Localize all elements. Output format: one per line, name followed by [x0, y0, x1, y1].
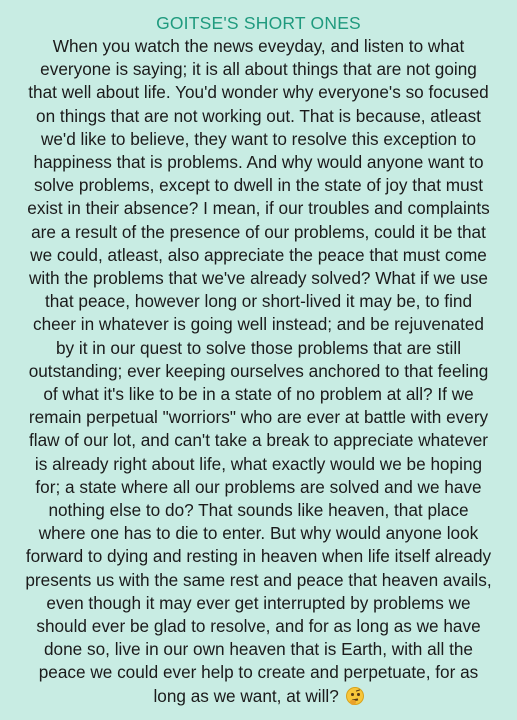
text-line-last [14, 685, 503, 708]
text-line: that well about life. You'd wonder why everyone's so focused [28, 82, 489, 103]
text-line: are a result of the presence of our problems, could it be that [31, 221, 486, 242]
text-line: When you watch the news eveyday, and listen to what [52, 36, 465, 56]
post-title: GOITSE'S SHORT ONES [156, 13, 361, 33]
text-line: with the problems that we've already solved? What if we use [29, 268, 488, 289]
text-line: presents us with the same rest and peace that heaven avails, [25, 569, 492, 590]
text-line: for; a state where all our problems are solved and we have [35, 476, 482, 497]
text-line: happiness that is problems. And why would anyone want to [33, 152, 484, 173]
text-line: cheer in whatever is going well instead; and be rejuvenated [33, 314, 484, 335]
text-line: forward to dying and resting in heaven when life itself already [25, 546, 492, 567]
text-line: flaw of our lot, and can't take a break to appreciate whatever [28, 430, 489, 451]
text-line: everyone is saying; it is all about things that are not going [40, 59, 477, 80]
text-line: we could, atleast, also appreciate the peace that must come [30, 244, 487, 265]
text-line: of what it's like to be in a state of no problem at all? If we [43, 384, 474, 405]
text-line: is already right about life, what exactly would we be hoping [34, 453, 483, 474]
text-line: we'd like to believe, they want to resolve this exception to [40, 128, 477, 149]
text-line: where one has to die to enter. But why would anyone look [38, 523, 479, 544]
text-line: that peace, however long or short-lived it may be, to find [44, 291, 473, 312]
text-line: long as we want, at will? [153, 685, 339, 706]
text-line: solve problems, except to dwell in the state of joy that must [33, 175, 483, 196]
text-line: outstanding; ever keeping ourselves anchored to that feeling [28, 360, 489, 381]
text-line: exist in their absence? I mean, if our troubles and complaints [27, 198, 490, 219]
text-line: even though it may ever get interrupted by problems we [46, 592, 471, 613]
text-line: nothing else to do? That sounds like heaven, that place [48, 500, 469, 521]
thinking-face-icon [346, 687, 364, 705]
post-body [14, 35, 503, 708]
text-line: should ever be glad to resolve, and for as long as we have [36, 616, 481, 637]
text-line: by it in our quest to solve those problems that are still [55, 337, 462, 358]
text-line: remain perpetual "worriors" who are ever at battle with every [28, 407, 489, 428]
text-line: peace we could ever help to create and perpetuate, for as [38, 662, 479, 683]
text-line: on things that are not working out. That is because, atleast [36, 105, 481, 126]
text-line: done so, live in our own heaven that is Earth, with all the [44, 639, 473, 660]
